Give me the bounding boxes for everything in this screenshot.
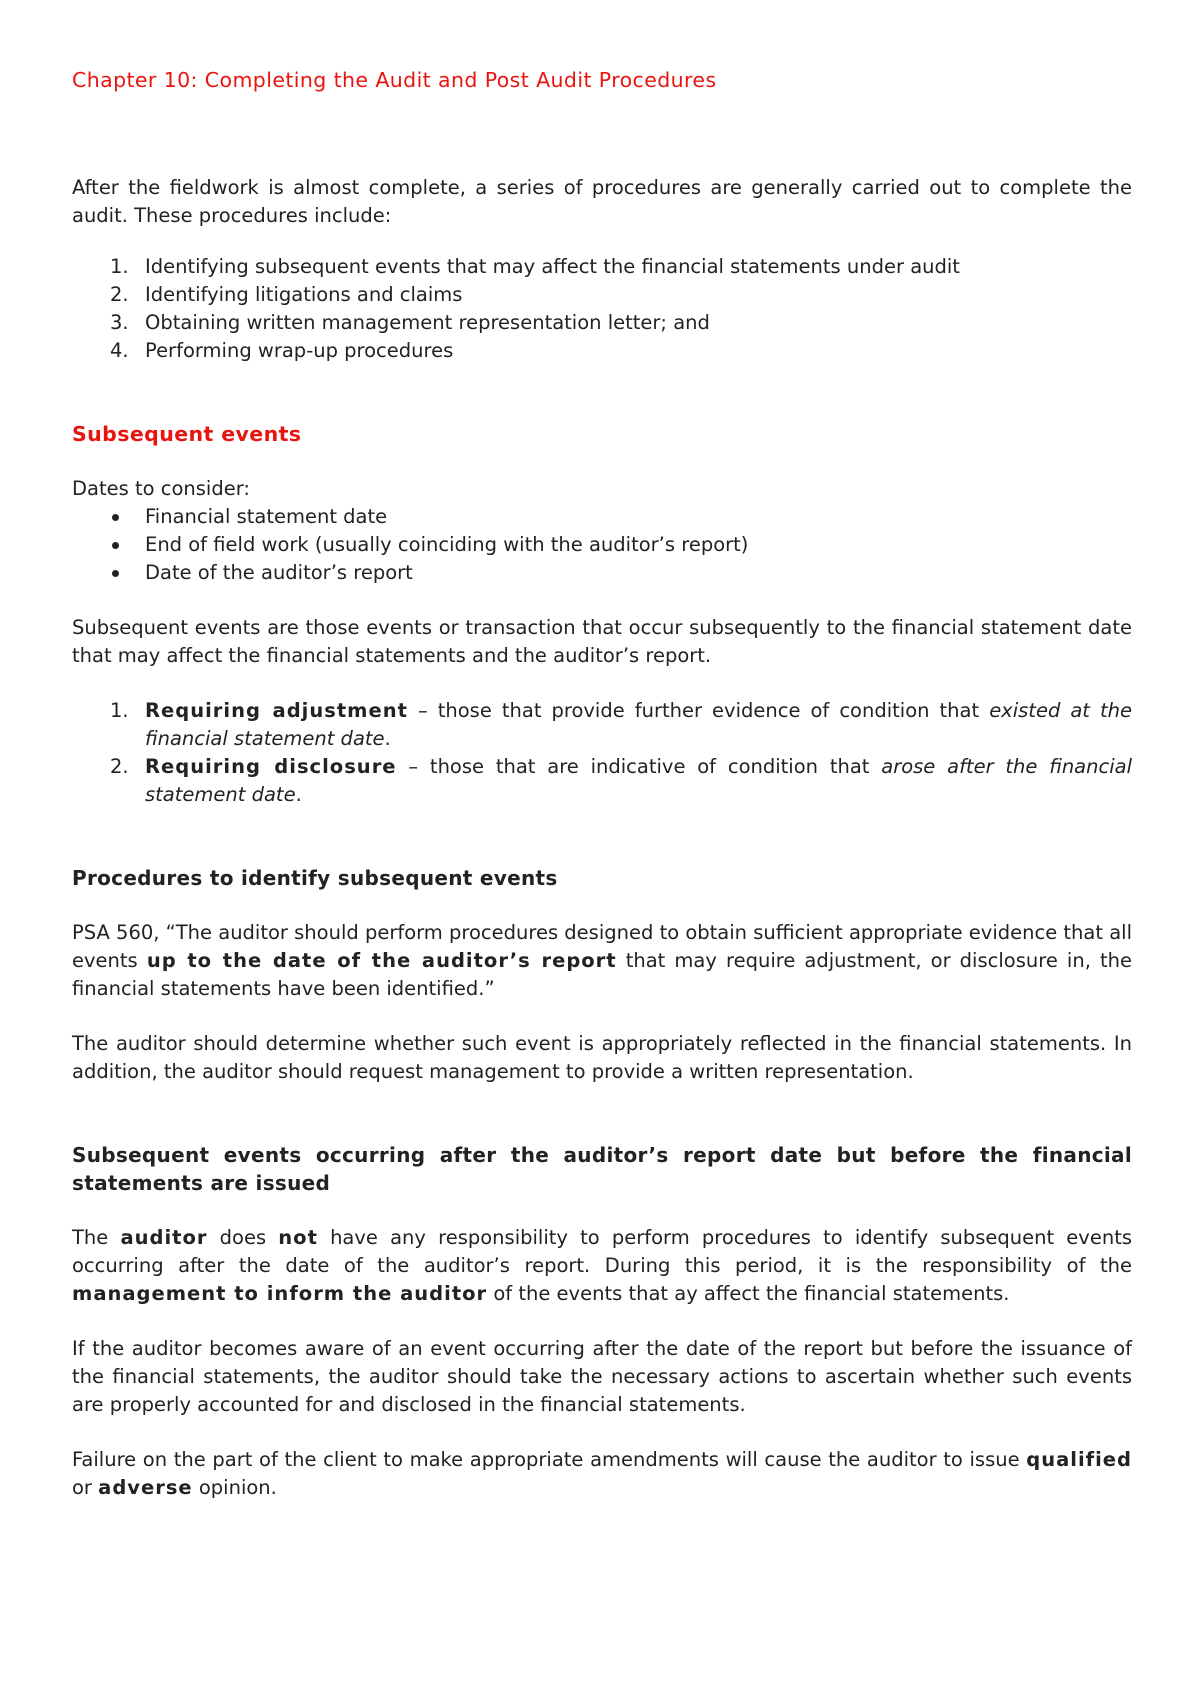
type-description: – those that are indicative of condition that [396,755,882,778]
text-run: have any responsibility to perform procedures to identify subsequent events occurring after the date of the auditor’s report. During this period, it is the responsibility of the [72,1226,1133,1277]
emphasis-not: not [278,1226,318,1249]
psa-emphasis: up to the date of the auditor’s report [146,949,617,972]
responsibility-paragraph [72,1224,1132,1308]
text-run: does [207,1226,279,1249]
emphasis-adverse: adverse [98,1476,193,1499]
psa-text: PSA 560, “The auditor should perform procedures designed to obtain sufficient appropriate evidence that all events [72,921,1132,972]
type-emphasis: existed at the financial statement date [145,699,1132,750]
type-emphasis: arose after the financial statement date [145,755,1132,806]
dates-list [72,503,1132,587]
event-types-list [72,697,1132,809]
list-item-text: Identifying litigations and claims [145,283,463,306]
list-item-text: Identifying subsequent events that may affect the financial statements under audit [145,255,960,278]
emphasis-management: management to inform the auditor [72,1282,488,1305]
aware-paragraph: If the auditor becomes aware of an event occurring after the date of the report but before the issuance of the financial statements, the auditor should take the necessary actions to ascertain whether such events are properly accounted for and disclosed in the financial statements. [72,1337,1132,1416]
list-item [72,697,1132,753]
psa-text-end: that may require adjustment, or disclosure in, the financial statements have been identified.” [72,949,1132,1000]
dates-label: Dates to consider: [72,477,250,500]
list-item-text: Performing wrap-up procedures [145,339,454,362]
bullet-icon [112,542,119,549]
list-number: 1. [110,255,129,278]
section-heading-after-report: Subsequent events occurring after the auditor’s report date but before the financial statements are issued [72,1143,1132,1195]
procedures-list [72,253,1132,365]
chapter-title: Chapter 10: Completing the Audit and Post Audit Procedures [72,68,717,92]
list-item [72,753,1132,809]
list-item-text: Financial statement date [145,505,388,528]
bullet-icon [112,570,119,577]
list-item [72,503,1132,531]
list-item [72,559,1132,587]
list-item-text: End of field work (usually coinciding with the auditor’s report) [145,533,749,556]
list-number: 2. [110,283,129,306]
section-heading-procedures: Procedures to identify subsequent events [72,866,558,890]
list-item [72,281,1132,309]
type-name: Requiring adjustment [145,699,408,722]
determine-paragraph: The auditor should determine whether such event is appropriately reflected in the financial statements. In addition, the auditor should request management to provide a written representation. [72,1032,1132,1083]
type-end: . [384,727,391,750]
list-item-text: Date of the auditor’s report [145,561,413,584]
emphasis-qualified: qualified [1026,1448,1132,1471]
definition-paragraph: Subsequent events are those events or transaction that occur subsequently to the financial statement date that may affect the financial statements and the auditor’s report. [72,616,1132,667]
intro-paragraph: After the fieldwork is almost complete, a series of procedures are generally carried out to complete the audit. These procedures include: [72,176,1132,227]
text-run: opinion. [192,1476,277,1499]
list-number: 1. [110,699,129,722]
list-number: 2. [110,755,129,778]
text-run: Failure on the part of the client to make appropriate amendments will cause the auditor to issue [72,1448,1027,1471]
list-item [72,337,1132,365]
emphasis-auditor: auditor [120,1226,208,1249]
type-name: Requiring disclosure [145,755,397,778]
section-heading-subsequent-events: Subsequent events [72,422,302,446]
text-run: of the events that ay affect the financial statements. [487,1282,1010,1305]
list-item [72,309,1132,337]
list-item [72,253,1132,281]
psa-paragraph [72,919,1132,1003]
text-run: or [72,1476,99,1499]
type-end: . [295,783,302,806]
type-description: – those that provide further evidence of condition that [407,699,990,722]
bullet-icon [112,514,119,521]
text-run: The [72,1226,121,1249]
failure-paragraph [72,1446,1132,1502]
list-number: 3. [110,311,129,334]
list-number: 4. [110,339,129,362]
list-item-text: Obtaining written management representation letter; and [145,311,710,334]
list-item [72,531,1132,559]
